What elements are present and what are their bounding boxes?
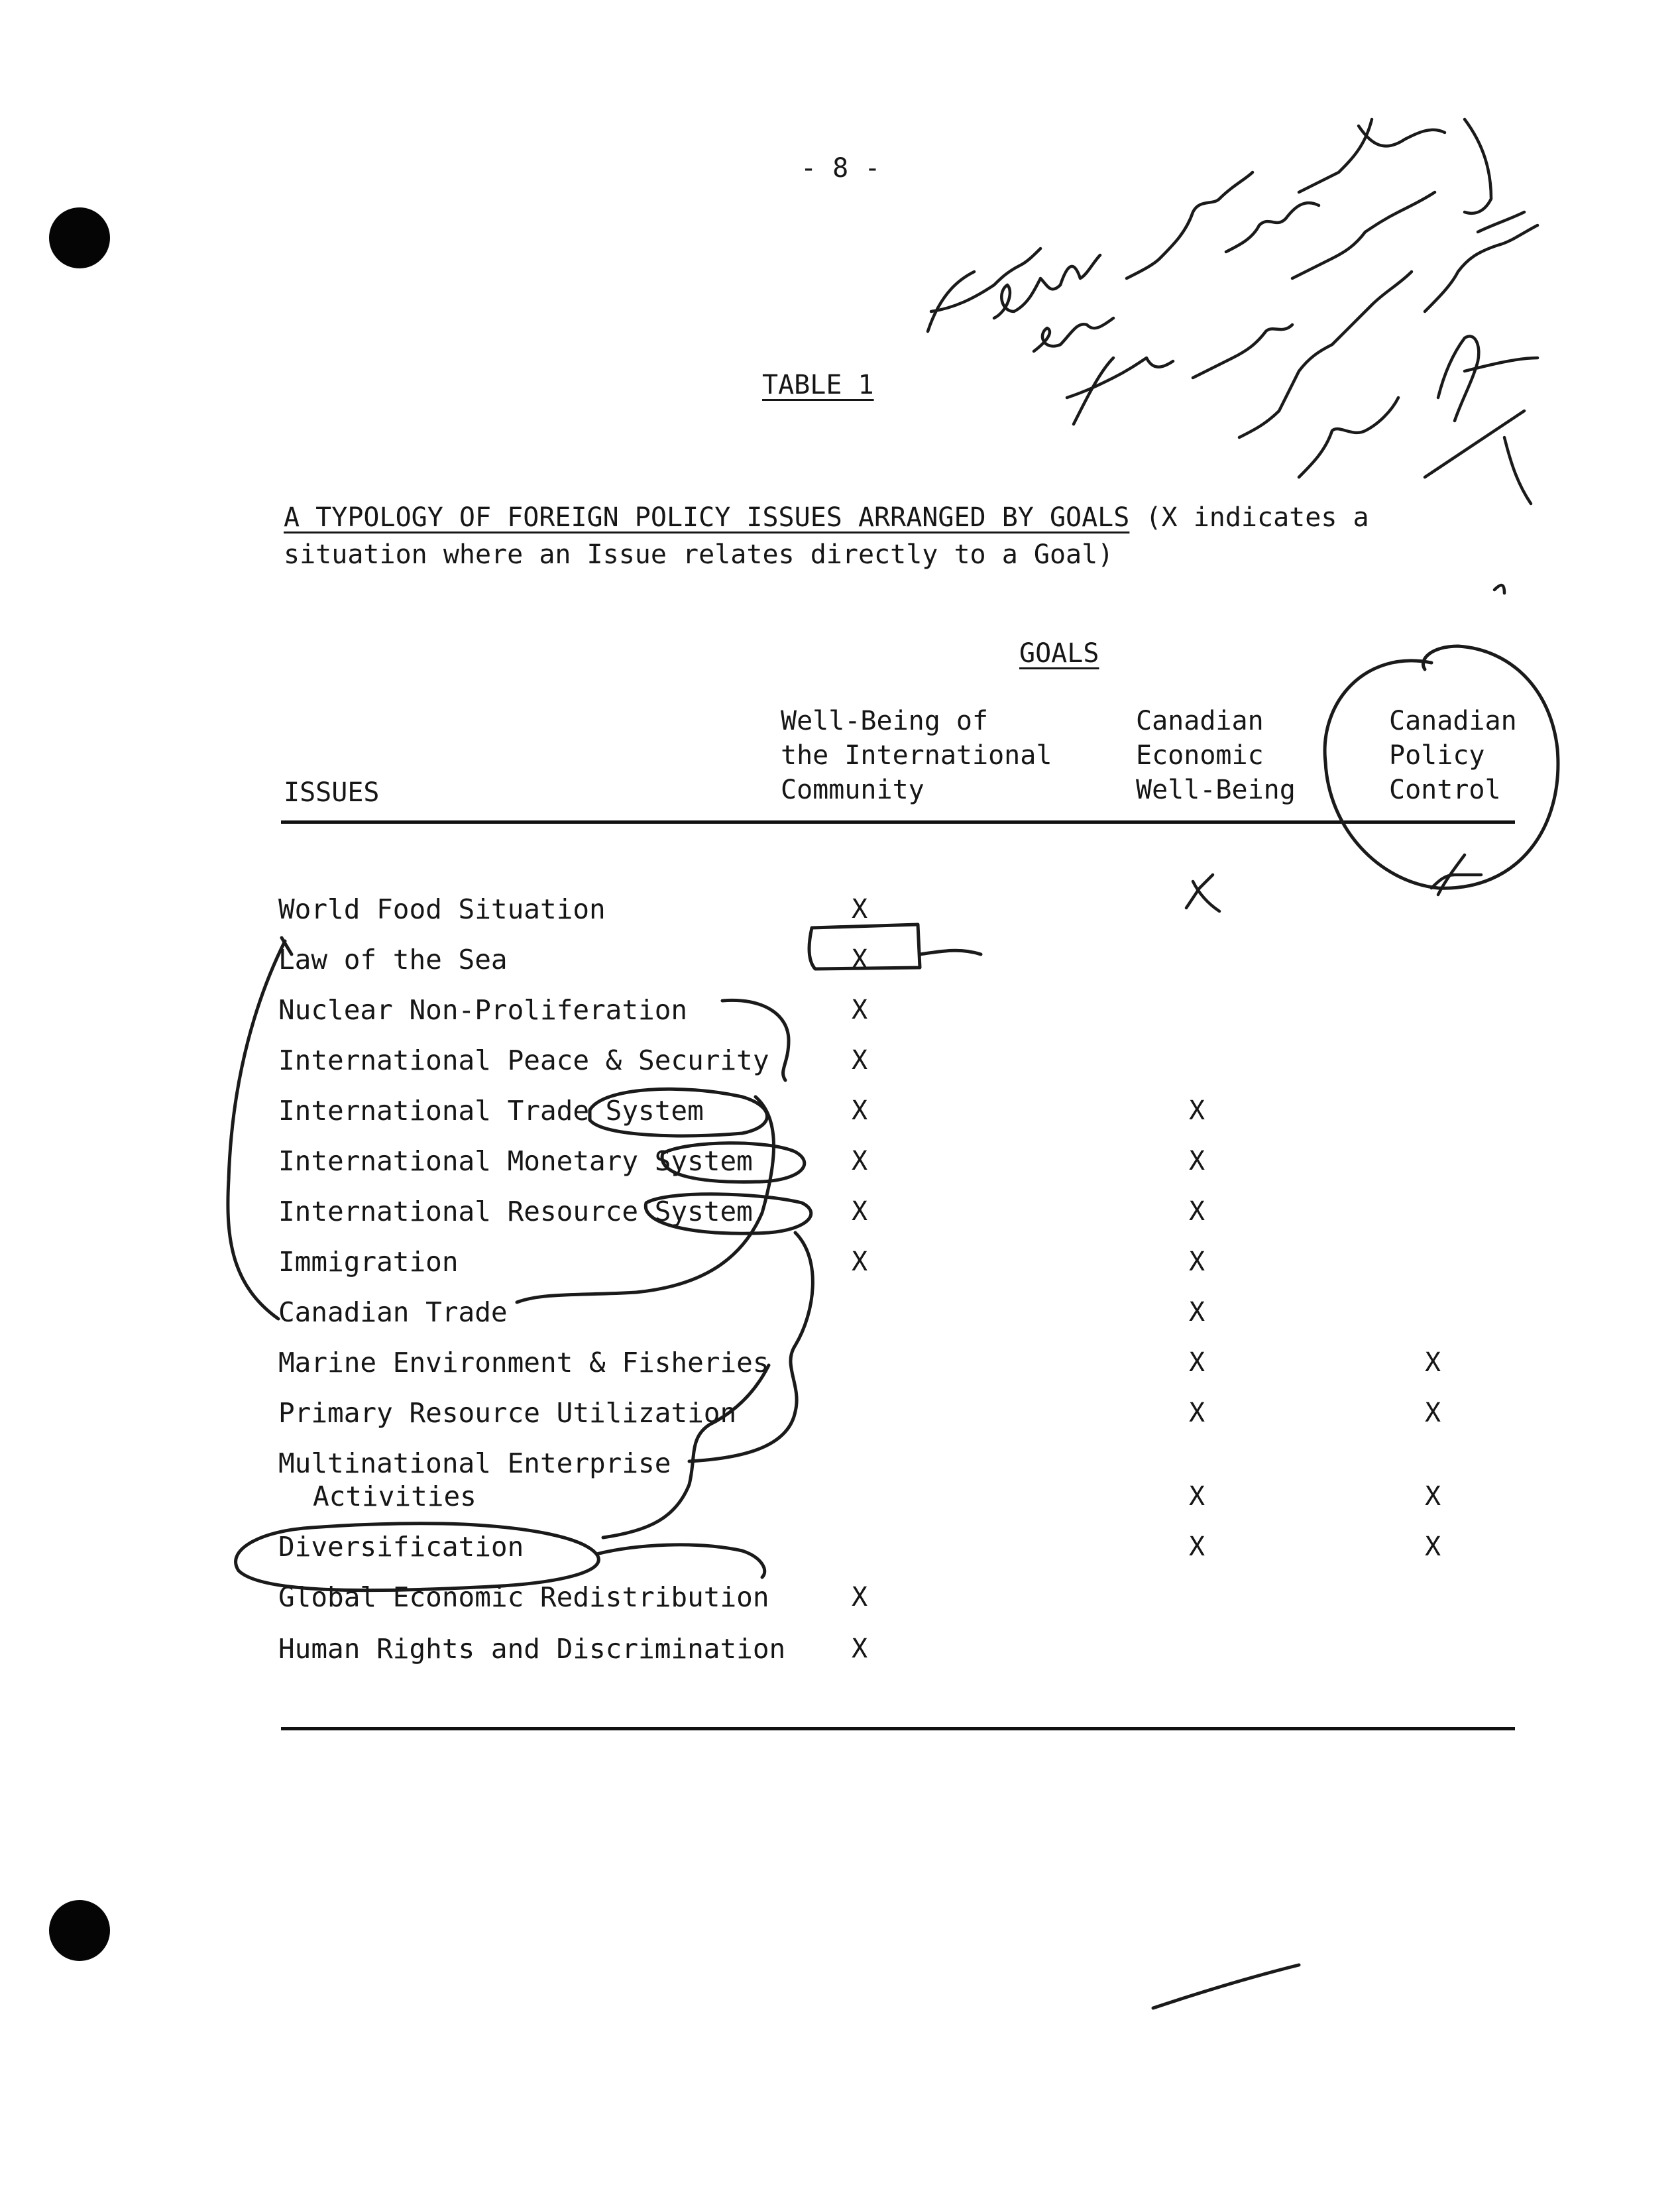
mark-canadian-economic: X — [1189, 1146, 1205, 1176]
table-caption-line2: situation where an Issue relates directly to a Goal) — [284, 539, 1114, 570]
mark-canadian-economic: X — [1189, 1347, 1205, 1378]
issue-label: Immigration — [278, 1246, 459, 1278]
issue-label: Human Rights and Discrimination — [278, 1633, 786, 1665]
mark-international-community: X — [852, 894, 868, 924]
issue-label: International Resource System — [278, 1196, 753, 1227]
issue-label: Marine Environment & Fisheries — [278, 1347, 769, 1378]
page-number: - 8 - — [801, 153, 881, 184]
mark-canadian-economic: X — [1189, 1398, 1205, 1428]
issue-label: World Food Situation — [278, 893, 606, 925]
issue-label: Diversification — [278, 1531, 524, 1563]
mark-international-community: X — [852, 1146, 868, 1176]
handwritten-note-strokes — [928, 119, 1538, 593]
header-line: Policy — [1389, 740, 1485, 771]
mark-canadian-policy: X — [1425, 1398, 1441, 1428]
issue-label: Global Economic Redistribution — [278, 1581, 769, 1613]
mark-canadian-policy: X — [1425, 1347, 1441, 1378]
header-line: Canadian — [1136, 706, 1264, 736]
issue-label-line2: Activities — [313, 1481, 476, 1512]
mark-canadian-economic: X — [1189, 1247, 1205, 1277]
mark-international-community: X — [852, 1634, 868, 1664]
header-line: Canadian — [1389, 706, 1517, 736]
handwritten-x-marks — [1186, 855, 1481, 911]
caption-rest: (X indicates a — [1129, 502, 1369, 533]
issue-label: International Monetary System — [278, 1145, 753, 1177]
header-line: Community — [781, 775, 924, 805]
header-line: Control — [1389, 775, 1501, 805]
issue-label: International Trade System — [278, 1095, 704, 1127]
mark-canadian-economic: X — [1189, 1196, 1205, 1227]
issue-label: Nuclear Non-Proliferation — [278, 994, 688, 1026]
mark-international-community: X — [852, 1582, 868, 1612]
goals-heading: GOALS — [1019, 638, 1099, 669]
header-line: Well-Being — [1136, 775, 1296, 805]
mark-canadian-economic: X — [1189, 1532, 1205, 1562]
table-label: TABLE 1 — [762, 370, 874, 400]
caption-underlined: A TYPOLOGY OF FOREIGN POLICY ISSUES ARRANGED BY GOALS — [284, 502, 1130, 533]
issue-label: Law of the Sea — [278, 944, 508, 976]
mark-canadian-economic: X — [1189, 1297, 1205, 1327]
issues-heading: ISSUES — [284, 777, 380, 808]
mark-international-community: X — [852, 1196, 868, 1227]
issue-label: Canadian Trade — [278, 1296, 508, 1328]
mark-international-community: X — [852, 944, 868, 975]
mark-canadian-policy: X — [1425, 1532, 1441, 1562]
mark-international-community: X — [852, 1045, 868, 1076]
mark-international-community: X — [852, 1095, 868, 1126]
mark-international-community: X — [852, 1247, 868, 1277]
mark-international-community: X — [852, 995, 868, 1025]
header-line: Economic — [1136, 740, 1264, 771]
issue-label: Primary Resource Utilization — [278, 1397, 737, 1429]
mark-canadian-economic: X — [1189, 1481, 1205, 1512]
issue-label: Multinational Enterprise — [278, 1447, 671, 1479]
header-line: Well-Being of — [781, 706, 989, 736]
mark-canadian-economic: X — [1189, 1095, 1205, 1126]
issue-label: International Peace & Security — [278, 1044, 769, 1076]
mark-canadian-policy: X — [1425, 1481, 1441, 1512]
header-line: the International — [781, 740, 1052, 771]
